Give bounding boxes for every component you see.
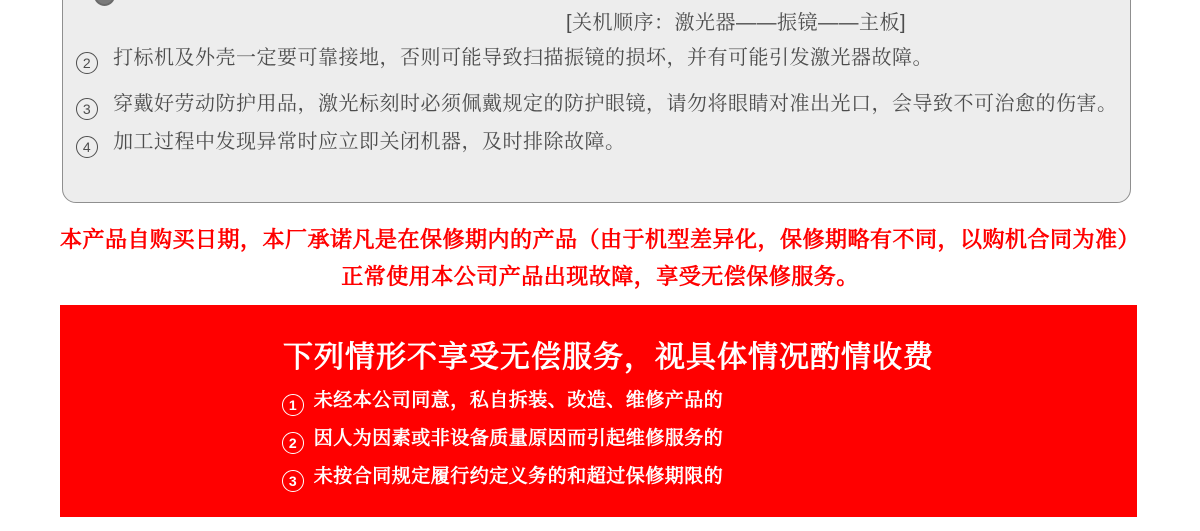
circled-number-2-icon: 2 [76, 52, 98, 74]
circled-number-4-icon: 4 [76, 136, 98, 158]
notice-item-4-text: 加工过程中发现异常时应立即关闭机器，及时排除故障。 [113, 131, 626, 153]
exclusion-item-3 [282, 465, 723, 492]
circled-number-1-icon: 1 [282, 394, 304, 416]
notice-item-2-text: 打标机及外壳一定要可靠接地，否则可能导致扫描振镜的损坏，并有可能引发激光器故障。 [113, 47, 934, 69]
notice-item-4 [76, 130, 626, 158]
exclusion-item-1-text: 未经本公司同意，私自拆装、改造、维修产品的 [313, 390, 724, 411]
circled-number-1-partial-icon [94, 0, 115, 6]
warranty-statement-line2: 正常使用本公司产品出现故障，享受无偿保修服务。 [341, 264, 859, 289]
exclusion-panel-title: 下列情形不享受无偿服务，视具体情况酌情收费 [283, 341, 934, 374]
exclusion-item-2 [282, 427, 723, 454]
notice-item-3 [76, 92, 1118, 120]
warranty-statement [0, 221, 1200, 295]
notice-item-3-text: 穿戴好劳动防护用品，激光标刻时必须佩戴规定的防护眼镜，请勿将眼睛对准出光口，会导致不可治愈的伤害。 [113, 93, 1118, 115]
safety-notice-panel [62, 0, 1131, 203]
exclusion-item-1 [282, 389, 723, 416]
circled-number-3-icon: 3 [76, 98, 98, 120]
shutdown-sequence-text: [关机顺序：激光器——振镜——主板] [566, 12, 907, 34]
shutdown-sequence-line [566, 11, 906, 35]
circled-number-2-icon: 2 [282, 432, 304, 454]
circled-number-3-icon: 3 [282, 470, 304, 492]
warranty-statement-line1: 本产品自购买日期，本厂承诺凡是在保修期内的产品（由于机型差异化，保修期略有不同，以购机合同为准） [59, 227, 1140, 252]
exclusion-item-3-text: 未按合同规定履行约定义务的和超过保修期限的 [313, 466, 724, 487]
notice-item-2 [76, 46, 933, 74]
exclusion-panel [60, 305, 1137, 517]
exclusion-item-2-text: 因人为因素或非设备质量原因而引起维修服务的 [313, 428, 724, 449]
